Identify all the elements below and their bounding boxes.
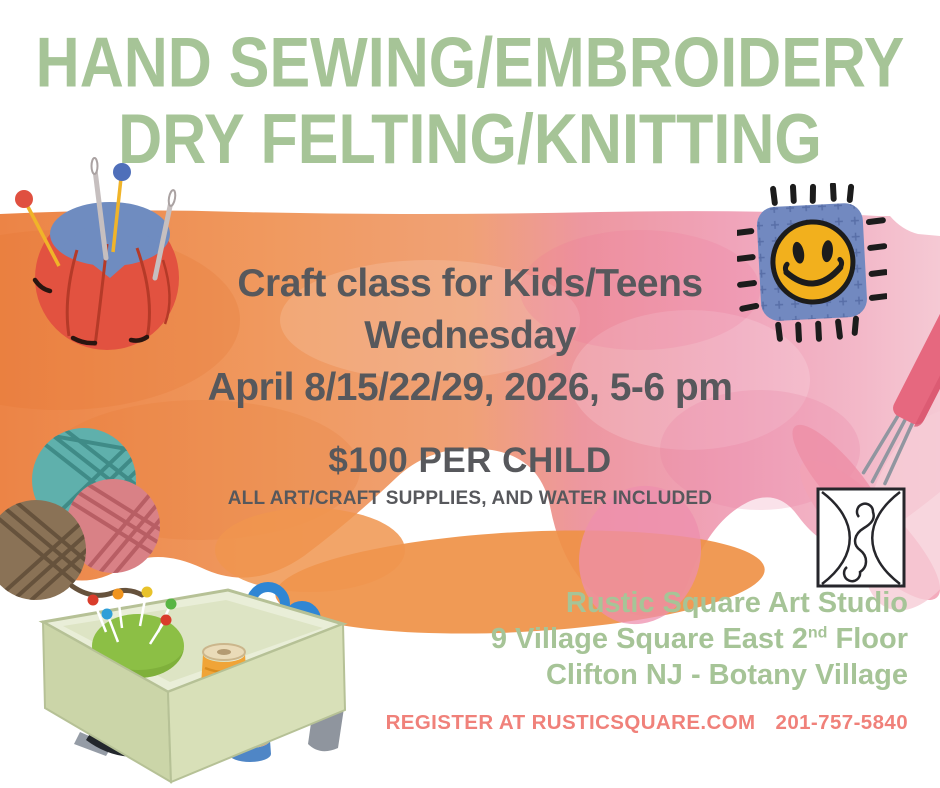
flyer-title [0,24,940,177]
register-phone: 201-757-5840 [775,711,908,734]
price-note: ALL ART/CRAFT SUPPLIES, AND WATER INCLUDED [227,488,713,509]
sewing-box-icon [18,582,353,788]
class-audience: Craft class for Kids/Teens [237,262,703,305]
flyer-title-line1: HAND SEWING/EMBROIDERY [35,22,905,102]
class-details [0,258,940,414]
studio-location [491,585,908,693]
register-line [386,711,908,735]
studio-address: 9 Village Square East 2nd Floor [490,623,908,655]
price-amount: $100 PER CHILD [328,441,612,480]
class-day: Wednesday [364,314,576,357]
register-label: REGISTER AT RUSTICSQUARE.COM [385,711,756,734]
class-dates: April 8/15/22/29, 2026, 5-6 pm [207,366,733,409]
studio-name: Rustic Square Art Studio [565,587,908,619]
ordinal-suffix: nd [807,624,828,642]
flyer-title-line2: DRY FELTING/KNITTING [118,99,822,179]
studio-city: Clifton NJ - Botany Village [545,659,908,691]
